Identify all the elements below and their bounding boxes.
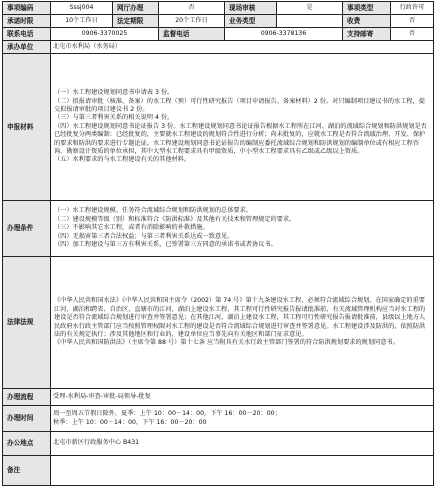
condition-line: （四）加工程建设与第三方有利害关系，已签署第三方同意的承诺书或者协议书。: [54, 241, 277, 249]
online-label: 网厅办理: [113, 2, 159, 15]
legal-line: 《中华人民共和国水法》《中华人民共和国主席令（2002）第 74 号》第十九条建设水工程，必须符合流域综合规划。在国家确定的重要江河、湖泊和跨省、自治区、直辖市的江河、湖泊上建设水工程，其工程可行性研究报告报请批准前，有关流域管理机构应当对水工程的建设是否符合流域综合规划进行审查并签署意见；在其他江河、湖泊上建设水工程，其工程可行性研究报告报请批准前，县级以上地方人民政府水行政主管部门应当按照管理权限对水工程的建设是否符合流域综合规划进行审查并签署意见。水工程建设涉及防洪的，依照防洪法的有关规定执行；涉及其他地区和行业的，建设单位应当事先向有关地区和部门征求意见。: [54, 297, 426, 338]
row-time-limit: [3, 15, 434, 28]
condition-line: （三）不影响其它水工程，或者有消除影响的补救措施。: [54, 224, 209, 232]
promise-value: 10个工作日: [51, 15, 113, 28]
service-info-table: [2, 1, 434, 486]
hours-line: 秋季：上午 10：00－14：00，下午 16：00－20：00: [53, 418, 207, 426]
legal-limit-label: 法定期限: [113, 15, 159, 28]
row-process: [3, 389, 434, 406]
type-label: 事项类型: [343, 2, 391, 15]
supervise-label: 监督电话: [159, 28, 225, 41]
materials-line: （三）与第三者利害关系的相关说明 4 份。: [54, 114, 174, 122]
phone-value: 0906-3370025: [51, 28, 159, 41]
materials-label: 申报材料: [3, 54, 51, 201]
legal-content: [51, 257, 434, 389]
legal-limit-value: 20个工作日: [159, 15, 225, 28]
biz-type-label: 业务类型: [225, 15, 277, 28]
address-label: 办公地点: [3, 432, 51, 456]
remark-value: [51, 456, 434, 486]
legal-line: 《中华人民共和国防洪法》（主席令第 88 号）第十七条 应当附具有关水行政主管部门签署的符合防洪规划要求的规划同意书。: [54, 339, 399, 347]
row-code: [3, 2, 434, 15]
materials-line: （五）水利要求的与水工程建设有关的其他材料。: [54, 156, 191, 164]
fee-label: 收费: [343, 15, 391, 28]
row-materials: [3, 54, 434, 201]
condition-line: （四）无损害第三者合法权益；与第三者利害关系达成一致意见。: [54, 232, 234, 240]
row-conditions: [3, 201, 434, 257]
process-label: 办理流程: [3, 389, 51, 406]
legal-label: 法律法规: [3, 257, 51, 389]
conditions-label: 办理条件: [3, 201, 51, 257]
onsite-value: 是: [277, 2, 343, 15]
address-value: 北屯市新区行政服务中心 B431: [51, 432, 434, 456]
biz-type-value: [277, 15, 343, 28]
hours-label: 办理时间: [3, 406, 51, 432]
promise-label: 承诺时限: [3, 15, 51, 28]
materials-content: [51, 54, 434, 201]
conditions-content: [51, 201, 434, 257]
onsite-label: 现场审核: [225, 2, 277, 15]
row-agency: [3, 41, 434, 54]
condition-line: （一）水工程建设规模、任务符合流域综合规划和防洪规划的总体要求。: [54, 207, 252, 215]
phone-label: 联系电话: [3, 28, 51, 41]
agency-value: 北屯市水利局（水务局）: [51, 41, 434, 54]
code-value: Sssj004: [51, 2, 113, 15]
materials-line: （二）拟报请审批（核准、备案）的水工程（预）可行性研究报告（项目申请报告、备案材料）2 份。对只编制项目建议书的水工程，提交拟报请审批的项目建议书 2 份。: [54, 97, 425, 113]
row-remark: [3, 456, 434, 486]
supervise-value: 0906-3378136: [225, 28, 343, 41]
row-phone: [3, 28, 434, 41]
row-hours: [3, 406, 434, 432]
hours-line: 周一至周五节假日除外，夏季：上午 10：00－14：00，下午 16：00－20：00；: [53, 410, 281, 418]
row-legal: [3, 257, 434, 389]
process-value: 受理-水利局-审查-审批-局领导-批复: [51, 389, 434, 406]
row-address: [3, 432, 434, 456]
agency-label: 承办单位: [3, 41, 51, 54]
materials-line: （一）水工程建设规划同意书申请表 3 份。: [54, 89, 174, 97]
materials-line: （四）水工程建设规划同意书论证报告 3 份。水工程建设规划同意书论证报告根据水工程所在江河、湖泊的流域综合规划和防洪规划是否已经批复分两类编制：已经批复的，主要就水工程建设的规划符合性进行分析；尚未批复的，应就水工程是否符合流域治理、开发、保护的要求和防洪的要求进行专题论证。水工程建设规划同意书论证报告的编制应委托流域综合规划和防洪规划的编制单位或有相应工程咨询、勘察设计资质的单位承担，其中大型水工程要求具有甲级资质，中小型水工程要求具有乙级或乙级以上资质。: [54, 122, 427, 156]
hours-content: [51, 406, 434, 432]
online-value: 否: [159, 2, 225, 15]
remark-label: 备注: [3, 456, 51, 486]
fee-value: 否: [391, 15, 434, 28]
mail-value: 否: [391, 28, 434, 41]
code-label: 事项编码: [3, 2, 51, 15]
condition-line: （二）建设规模等级（别）和标准符合《防洪标准》及其他有关技术和管理规定的要求。: [54, 215, 296, 223]
mail-label: 支持邮寄: [343, 28, 391, 41]
type-value: 行政许可: [391, 2, 434, 15]
